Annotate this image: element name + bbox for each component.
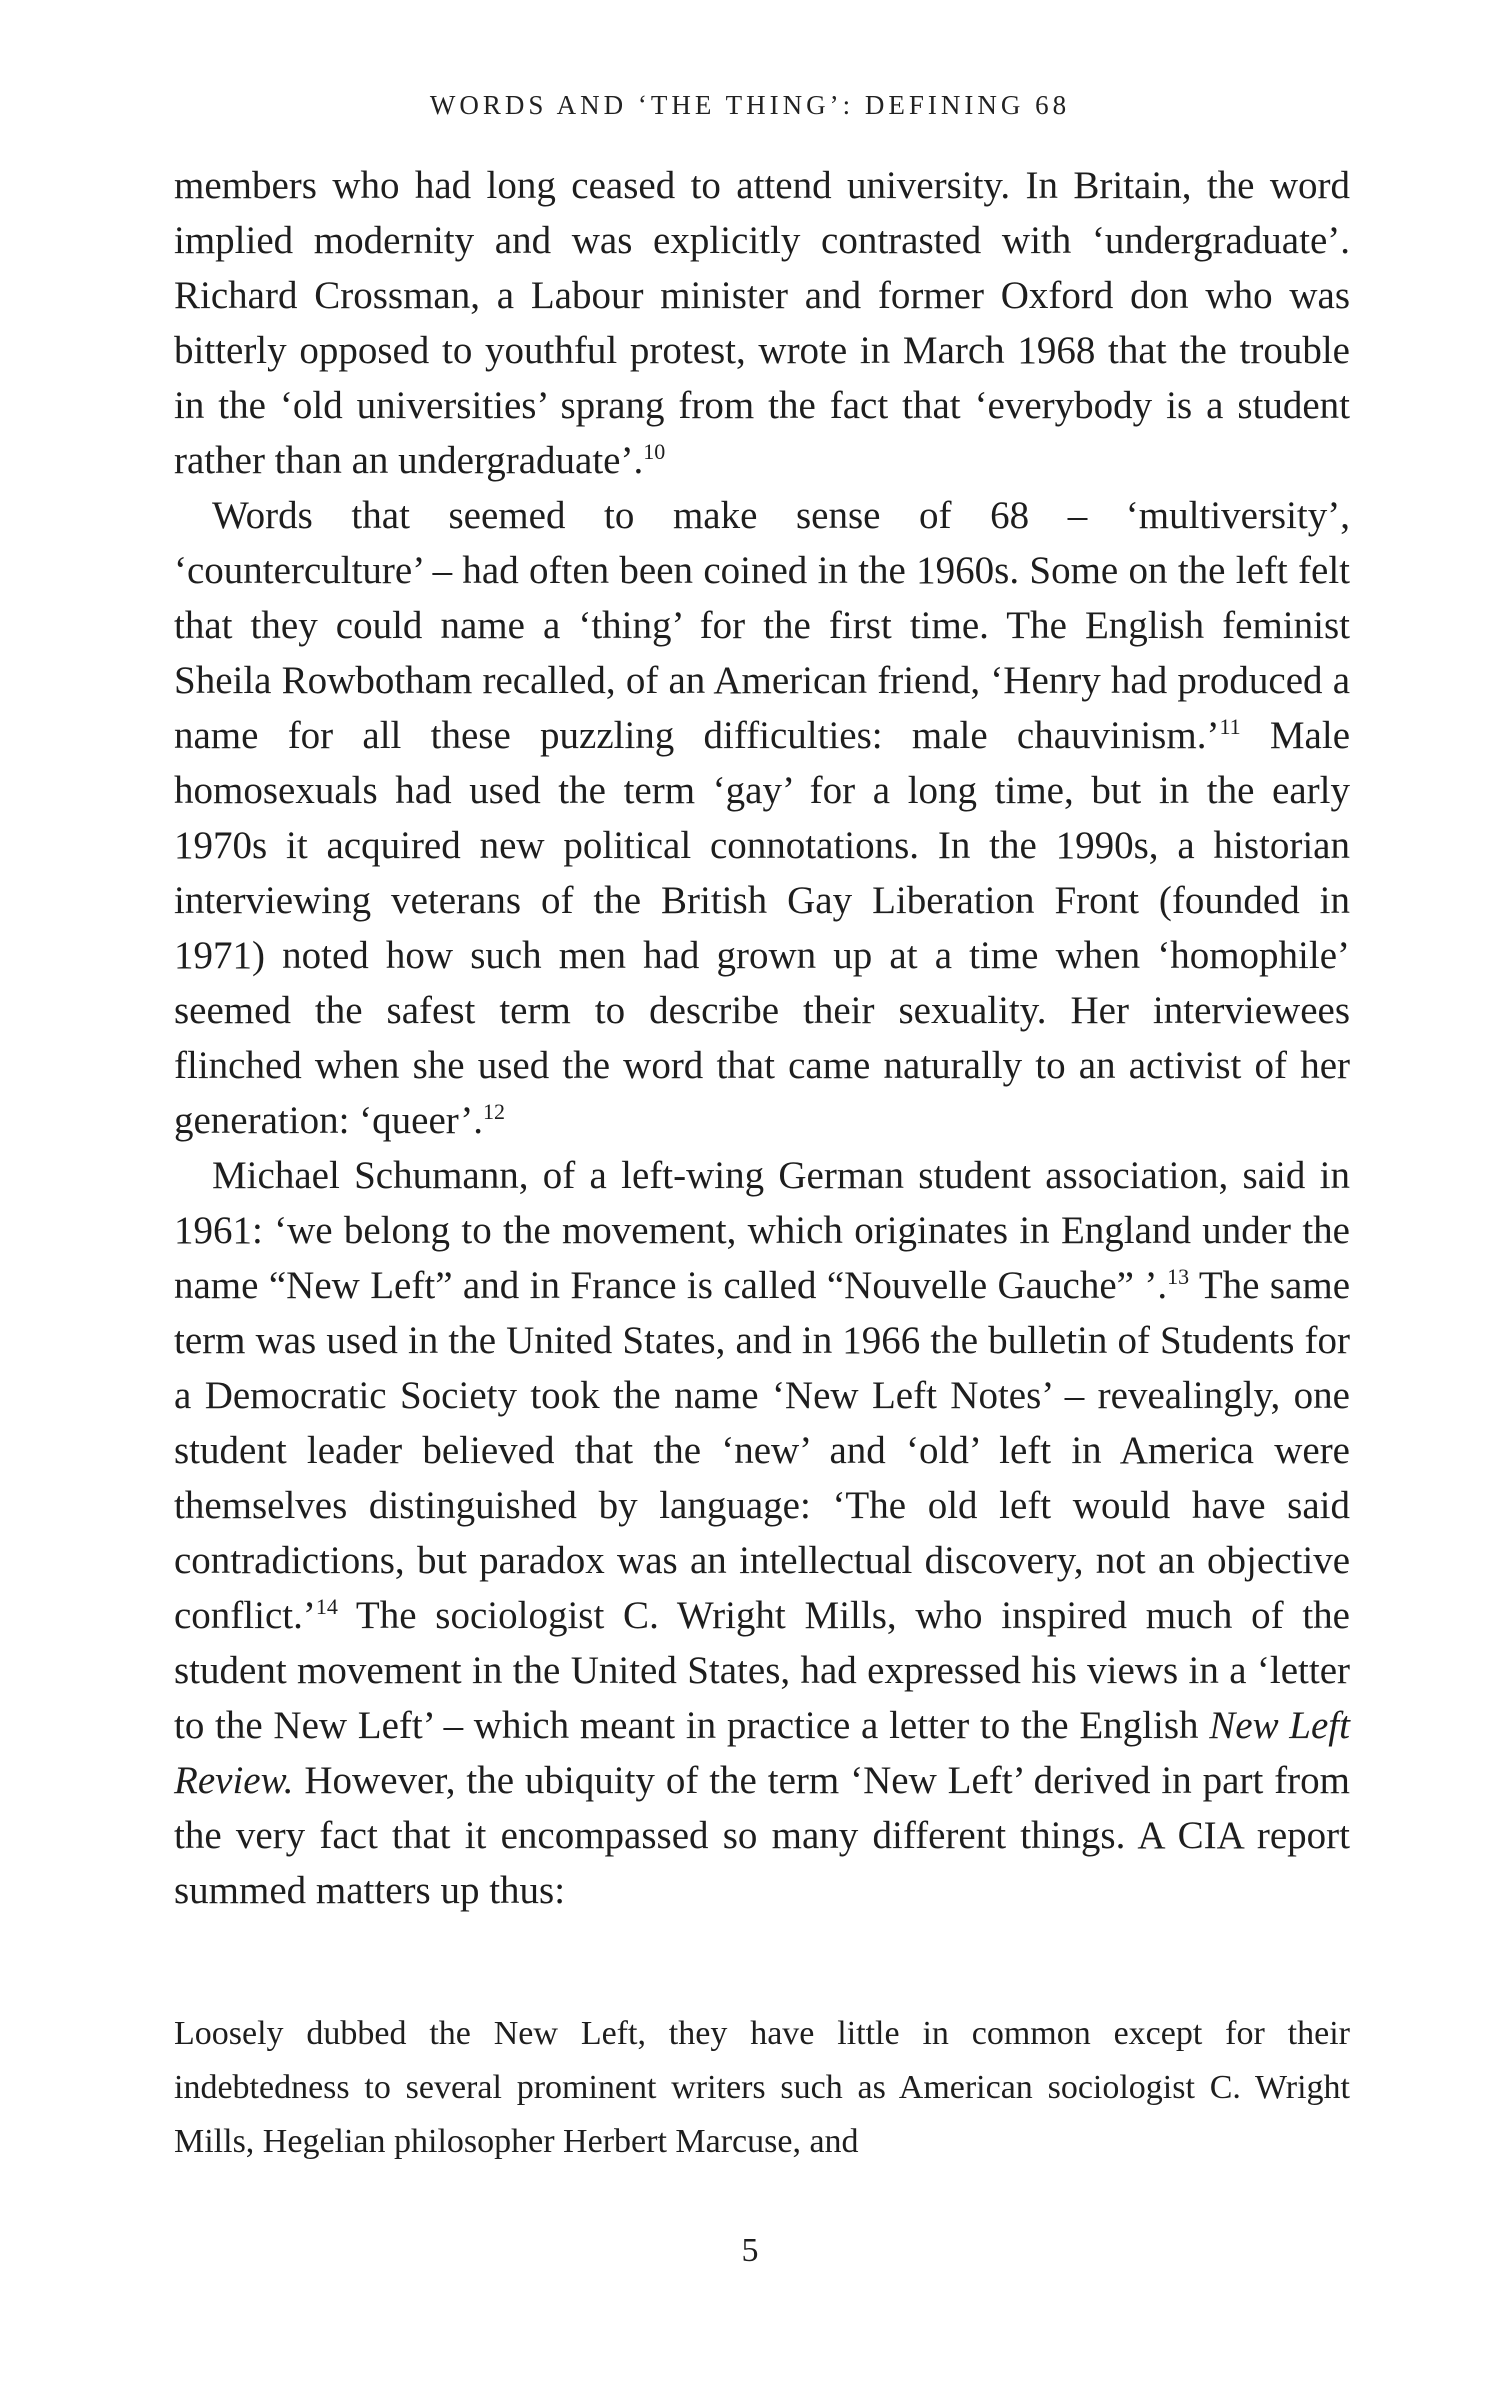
footnote-ref: 10: [643, 439, 666, 464]
footnote-ref: 13: [1167, 1264, 1190, 1289]
paragraph-text: Male homosexuals had used the term ‘gay’ for a long time, but in the early 1970s it acquired new political connotations. In the 1990s, a historian interviewing veterans of the British Gay Liberation Front (founded in 1971) noted how such men had grown up at a time when ‘homophile’ seemed the safest term to describe their sexuality. Her interviewees flinched when she used the word that came naturally to an activist of her generation: ‘queer’.: [174, 714, 1350, 1142]
block-quote-text: Loosely dubbed the New Left, they have little in common except for their indebtedness to several prominent writers such as American sociologist C. Wright Mills, Hegelian philosopher Herbert Marcuse, and: [174, 2015, 1350, 2160]
paragraph-text: The same term was used in the United States, and in 1966 the bulletin of Students for a Democratic Society took the name ‘New Left Notes’ – revealingly, one student leader believed that the ‘new’ and ‘old’ left in America were themselves distinguished by language: ‘The old left would have said contradictions, but paradox was an intellectual discovery, not an objective conflict.’: [174, 1264, 1351, 1637]
paragraph-text: The sociologist C. Wright Mills, who inspired much of the student movement in the United States, had expressed his views in a ‘letter to the New Left’ – which meant in practice a letter to the English: [174, 1594, 1350, 1747]
footnote-ref: 14: [315, 1594, 338, 1619]
paragraph-text: Michael Schumann, of a left-wing German student association, said in 1961: ‘we belong to the movement, which originates in England under the name “New Left” and in France is called “Nouvelle Gauche” ’.: [174, 1154, 1350, 1307]
journal-title: New Left Review.: [174, 1704, 1350, 1802]
paragraph-text: However, the ubiquity of the term ‘New Left’ derived in part from the very fact that it encompassed so many different things. A CIA report summed matters up thus:: [174, 1759, 1350, 1912]
body-text: [174, 158, 1350, 1918]
running-head: WORDS AND ‘THE THING’: DEFINING 68: [429, 90, 1071, 120]
paragraph-text: Words that seemed to make sense of 68 – ‘multiversity’, ‘counterculture’ – had often been coined in the 1960s. Some on the left felt that they could name a ‘thing’ for the first time. The English feminist Sheila Rowbotham recalled, of an American friend, ‘Henry had produced a name for all these puzzling difficulties: male chauvinism.’: [174, 494, 1350, 757]
paragraph-3: [174, 1148, 1350, 1918]
block-quote: [174, 2007, 1350, 2169]
footnote-ref: 11: [1219, 714, 1241, 739]
paragraph-2: [174, 488, 1350, 1148]
page-number: 5: [741, 2232, 759, 2269]
footnote-ref: 12: [482, 1099, 505, 1124]
paragraph-text: members who had long ceased to attend university. In Britain, the word implied modernity and was explicitly contrasted with ‘undergraduate’. Richard Crossman, a Labour minister and former Oxford don who was bitterly opposed to youthful protest, wrote in March 1968 that the trouble in the ‘old universities’ sprang from the fact that ‘everybody is a student rather than an undergraduate’.: [174, 164, 1350, 482]
paragraph-1: [174, 158, 1350, 488]
